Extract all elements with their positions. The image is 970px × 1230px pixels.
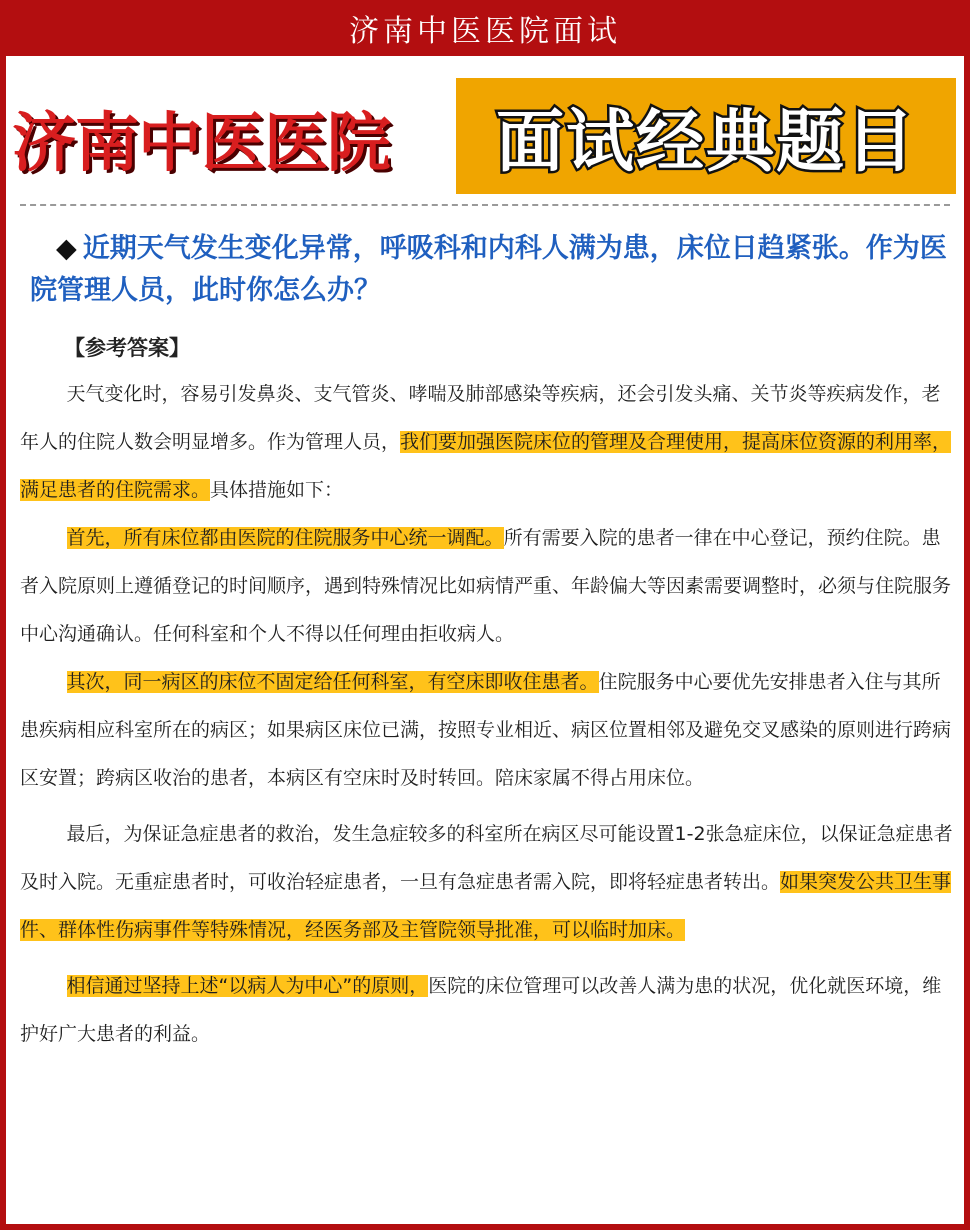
paragraph-finally [20, 810, 958, 954]
paragraph-text: 医院的床位管理可以改善人满为患的状况，优化就医环境，维护好广大患者的利益。 [20, 975, 942, 1045]
answer-body [20, 370, 958, 1058]
headline-topic: 面试经典题目 [495, 102, 916, 182]
highlighted-text: 如果突发公共卫生事件、群体性伤病事件等特殊情况，经医务部及主管院领导批准，可以临时加床。 [20, 871, 952, 941]
highlighted-text: 我们要加强医院床位的管理及合理使用，提高床位资源的利用率，满足患者的住院需求。 [20, 431, 952, 501]
highlighted-text: 其次，同一病区的床位不固定给任何科室，有空床即收住患者。 [66, 671, 599, 693]
question-text: 近期天气发生变化异常，呼吸科和内科人满为患，床位日趋紧张。作为医院管理人员，此时你怎么办？ [30, 233, 947, 306]
paragraph-text: 具体措施如下： [210, 479, 344, 501]
headline [6, 76, 964, 196]
paragraph-text: 天气变化时，容易引发鼻炎、支气管炎、哮喘及肺部感染等疾病，还会引发头痛、关节炎等疾病发作，老年人的住院人数会明显增多。作为管理人员， [20, 383, 941, 453]
paragraph-text: 所有需要入院的患者一律在中心登记，预约住院。患者入院原则上遵循登记的时间顺序，遇到特殊情况比如病情严重、年龄偏大等因素需要调整时，必须与住院服务中心沟通确认。任何科室和个人不得以任何理由拒收病人。 [20, 527, 952, 645]
highlighted-text: 相信通过坚持上述“以病人为中心”的原则， [66, 975, 429, 997]
banner-title: 济南中医医院面试 [349, 14, 621, 49]
paragraph-text: 住院服务中心要优先安排患者入住与其所患疾病相应科室所在的病区；如果病区床位已满，按照专业相近、病区位置相邻及避免交叉感染的原则进行跨病区安置；跨病区收治的患者，本病区有空床时及时转回。陪床家属不得占用床位。 [20, 671, 952, 789]
headline-highlight-box [456, 78, 956, 194]
paragraph-first [20, 514, 958, 658]
paragraph-conclusion [20, 962, 958, 1058]
highlighted-text: 首先，所有床位都由医院的住院服务中心统一调配。 [66, 527, 504, 549]
headline-hospital-name: 济南中医医院 [12, 107, 390, 181]
paragraph-second [20, 658, 958, 802]
answer-label: 【参考答案】 [64, 335, 190, 360]
diamond-bullet-icon: ◆ [56, 233, 77, 264]
paragraph-intro [20, 370, 958, 514]
paragraph-text: 最后，为保证急症患者的救治，发生急症较多的科室所在病区尽可能设置1-2张急症床位，以保证急症患者及时入院。无重症患者时，可收治轻症患者，一旦有急症患者需入院，即将轻症患者转出。 [20, 823, 953, 893]
dashed-divider [20, 204, 950, 206]
question-block [30, 228, 948, 312]
article-page [6, 56, 964, 1224]
top-banner [0, 0, 970, 56]
